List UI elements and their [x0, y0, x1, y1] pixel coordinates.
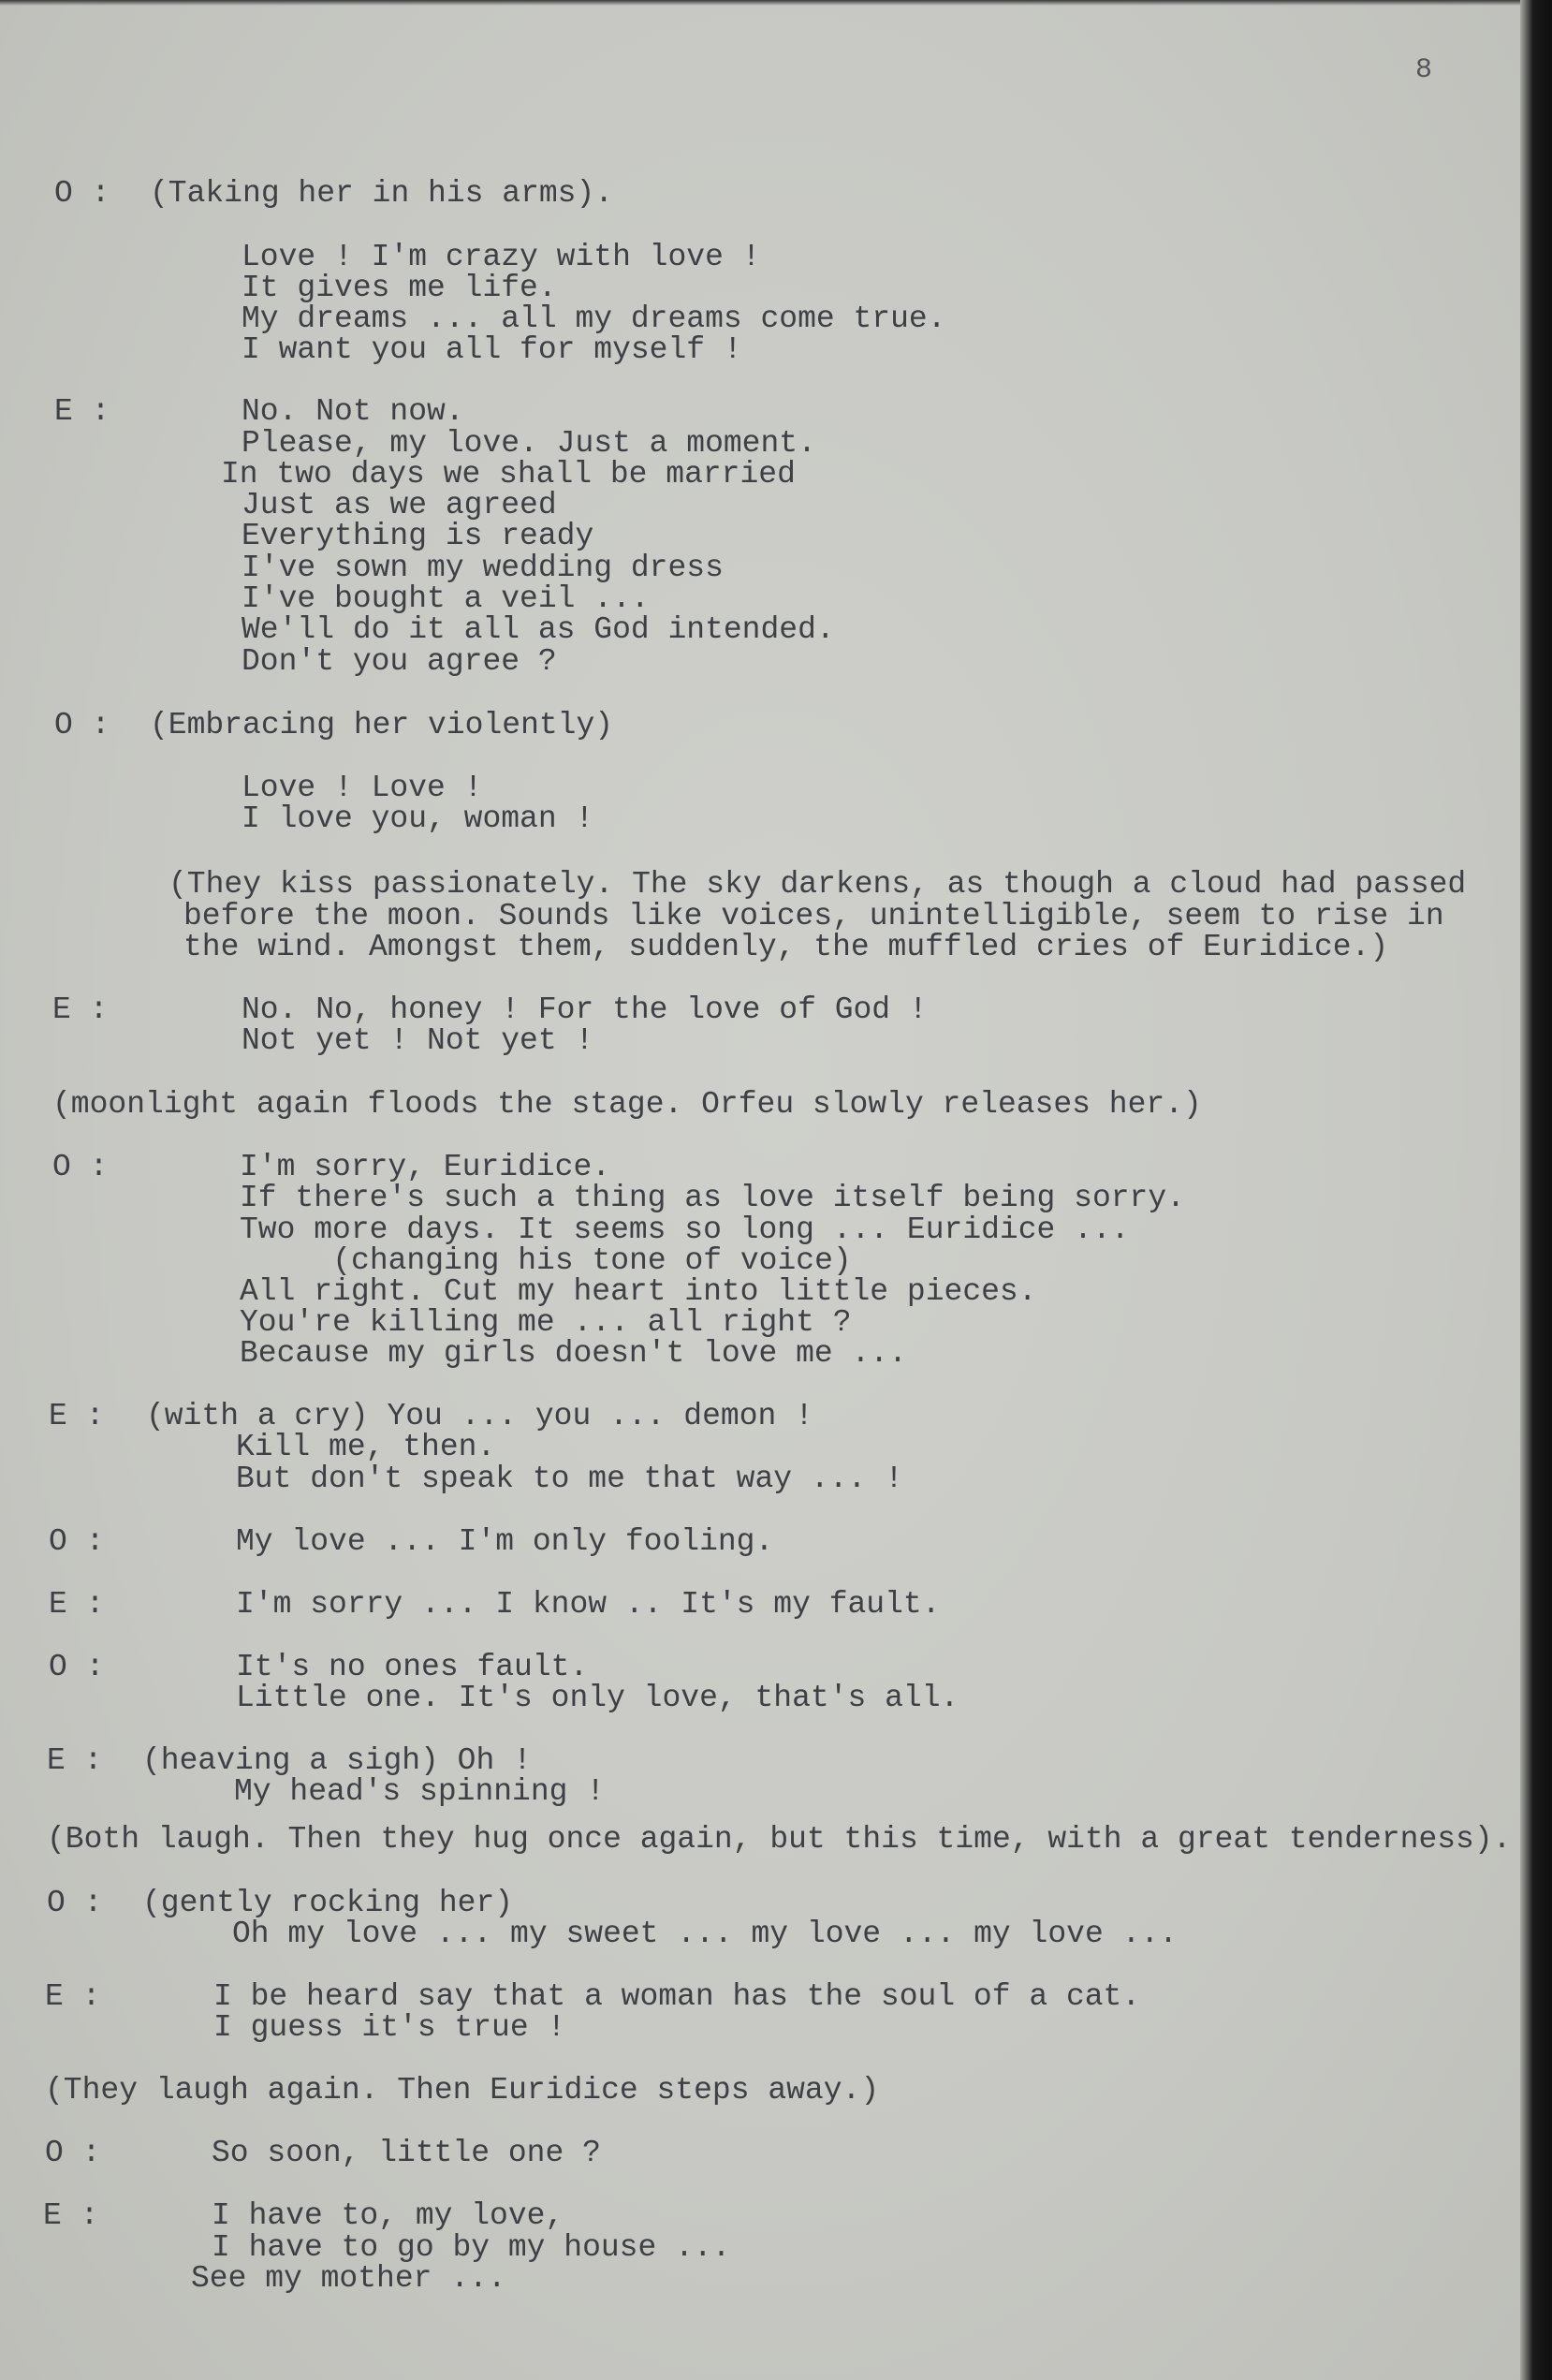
dialogue-line: I've bought a veil ...	[242, 581, 650, 616]
dialogue-line: No. Not now.	[242, 394, 464, 429]
stage-direction: (Both laugh. Then they hug once again, but this time, with a great tenderness).	[47, 1822, 1512, 1857]
dialogue-line: Please, my love. Just a moment.	[242, 426, 816, 461]
speaker-label: E :	[52, 992, 109, 1027]
dialogue-line: In two days we shall be married	[221, 457, 796, 492]
dialogue-line: I have to go by my house ...	[212, 2230, 731, 2265]
speaker-label: E :	[43, 2198, 99, 2233]
dialogue-line: I be heard say that a woman has the soul of a cat.	[213, 1979, 1141, 2014]
dialogue-line: Love ! Love !	[242, 771, 483, 805]
speaker-label: E :	[47, 1743, 103, 1778]
dialogue-line: Oh my love ... my sweet ... my love ... my love ...	[232, 1917, 1178, 1951]
dialogue-line: I guess it's true !	[213, 2010, 566, 2045]
page-right-edge	[1520, 0, 1552, 2380]
dialogue-line: Love ! I'm crazy with love !	[242, 240, 761, 274]
speaker-label: O :	[52, 1150, 109, 1184]
stage-direction: (They laugh again. Then Euridice steps away.)	[45, 2073, 880, 2108]
stage-direction: (with a cry) You ... you ... demon !	[146, 1399, 813, 1433]
dialogue-line: Because my girls doesn't love me ...	[240, 1336, 907, 1371]
speaker-label: O :	[45, 2136, 101, 2170]
dialogue-line: I want you all for myself !	[242, 332, 742, 367]
speaker-label: O :	[54, 708, 110, 742]
dialogue-line: You're killing me ... all right ?	[240, 1305, 852, 1340]
dialogue-line: Everything is ready	[242, 519, 594, 553]
dialogue-line: We'll do it all as God intended.	[242, 612, 835, 647]
dialogue-line: Don't you agree ?	[242, 644, 557, 679]
dialogue-line: I love you, woman !	[242, 801, 594, 836]
speaker-label: E :	[45, 1979, 101, 2014]
dialogue-line: I've sown my wedding dress	[242, 551, 724, 585]
speaker-label: E :	[49, 1587, 105, 1622]
dialogue-line: I have to, my love,	[212, 2198, 564, 2233]
dialogue-line: But don't speak to me that way ... !	[236, 1462, 903, 1496]
dialogue-line: All right. Cut my heart into little pieces.	[240, 1274, 1037, 1309]
speaker-label: E :	[49, 1399, 105, 1433]
dialogue-line: My love ... I'm only fooling.	[236, 1524, 774, 1559]
dialogue-line: My head's spinning !	[234, 1774, 606, 1809]
stage-direction: (They kiss passionately. The sky darkens, as though a cloud had passed	[168, 867, 1467, 902]
dialogue-line: It gives me life.	[242, 271, 557, 305]
dialogue-line: No. No, honey ! For the love of God !	[242, 992, 928, 1027]
dialogue-line: Little one. It's only love, that's all.	[236, 1681, 959, 1715]
dialogue-line: (changing his tone of voice)	[258, 1243, 852, 1278]
dialogue-line: See my mother ...	[191, 2261, 506, 2296]
dialogue-line: Not yet ! Not yet !	[242, 1023, 594, 1058]
stage-direction: (moonlight again floods the stage. Orfeu slowly releases her.)	[52, 1087, 1202, 1122]
dialogue-line: If there's such a thing as love itself being sorry.	[240, 1181, 1185, 1215]
stage-direction: (gently rocking her)	[142, 1886, 514, 1920]
dialogue-line: Kill me, then.	[236, 1430, 496, 1464]
dialogue-line: My dreams ... all my dreams come true.	[242, 301, 946, 336]
dialogue-line: Just as we agreed	[242, 488, 557, 522]
dialogue-line: It's no ones fault.	[236, 1650, 589, 1684]
stage-direction: (heaving a sigh) Oh !	[142, 1743, 532, 1778]
page-number: 8	[1415, 54, 1433, 86]
dialogue-line: So soon, little one ?	[212, 2136, 601, 2170]
stage-direction: before the moon. Sounds like voices, unintelligible, seem to rise in	[183, 899, 1444, 933]
dialogue-line: I'm sorry ... I know .. It's my fault.	[236, 1587, 941, 1622]
page-top-edge	[0, 0, 1552, 6]
speaker-label: E :	[54, 394, 110, 429]
dialogue-line: I'm sorry, Euridice.	[240, 1150, 611, 1184]
stage-direction: (Taking her in his arms).	[150, 176, 614, 211]
stage-direction: the wind. Amongst them, suddenly, the muffled cries of Euridice.)	[183, 930, 1389, 964]
speaker-label: O :	[54, 176, 110, 211]
speaker-label: O :	[49, 1650, 105, 1684]
dialogue-line: Two more days. It seems so long ... Euridice ...	[240, 1212, 1130, 1247]
stage-direction: (Embracing her violently)	[150, 708, 614, 742]
speaker-label: O :	[49, 1524, 105, 1559]
speaker-label: O :	[47, 1886, 103, 1920]
